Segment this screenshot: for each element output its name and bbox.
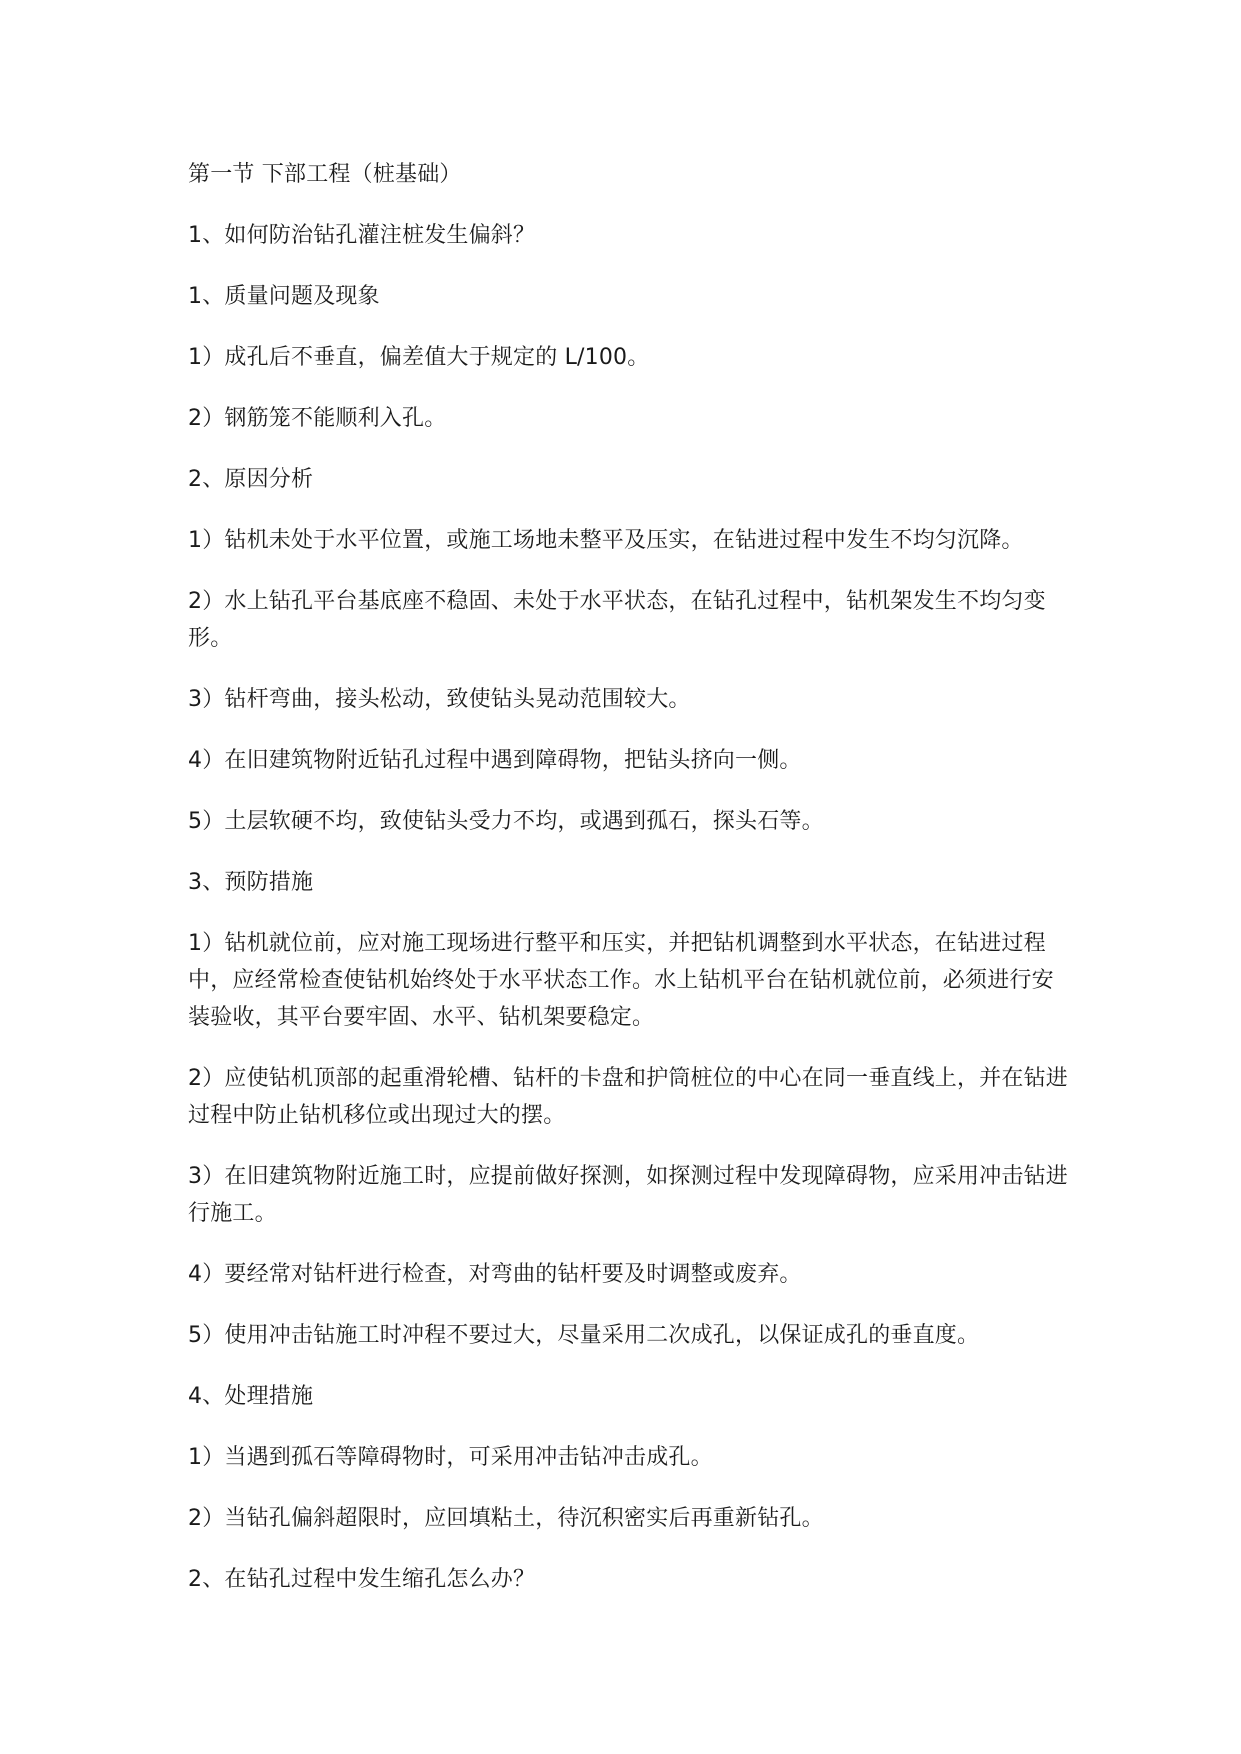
subheading-treatment: 4、处理措施 [188,1384,314,1409]
list-item: 1）钻机未处于水平位置，或施工场地未整平及压实，在钻进过程中发生不均匀沉降。 [188,528,1024,553]
list-item: 4）要经常对钻杆进行检查，对弯曲的钻杆要及时调整或废弃。 [188,1262,802,1287]
list-item: 5）土层软硬不均，致使钻头受力不均，或遇到孤石，探头石等。 [188,809,824,834]
list-item: 3）在旧建筑物附近施工时，应提前做好探测，如探测过程中发现障碍物，应采用冲击钻进行施工。 [188,1164,1068,1226]
subheading-prevention: 3、预防措施 [188,870,314,895]
list-item: 2）水上钻孔平台基底座不稳固、未处于水平状态，在钻孔过程中，钻机架发生不均匀变形。 [188,589,1046,651]
list-item: 1）钻机就位前，应对施工现场进行整平和压实，并把钻机调整到水平状态，在钻进过程中，应经常检查使钻机始终处于水平状态工作。水上钻机平台在钻机就位前，必须进行安装验收，其平台要牢固、水平、钻机架要稳定。 [188,931,1054,1030]
section-title: 第一节 下部工程（桩基础） [188,162,462,187]
list-item: 1）成孔后不垂直，偏差值大于规定的 L/100。 [188,345,650,370]
question-heading: 1、如何防治钻孔灌注桩发生偏斜？ [188,223,536,248]
list-item: 2）当钻孔偏斜超限时，应回填粘土，待沉积密实后再重新钻孔。 [188,1506,824,1531]
subheading-cause-analysis: 2、原因分析 [188,467,314,492]
subheading-quality-problem: 1、质量问题及现象 [188,284,380,309]
list-item: 2）应使钻机顶部的起重滑轮槽、钻杆的卡盘和护筒桩位的中心在同一垂直线上，并在钻进过程中防止钻机移位或出现过大的摆。 [188,1066,1068,1128]
list-item: 1）当遇到孤石等障碍物时，可采用冲击钻冲击成孔。 [188,1445,713,1470]
list-item: 4）在旧建筑物附近钻孔过程中遇到障碍物，把钻头挤向一侧。 [188,748,802,773]
question-heading: 2、在钻孔过程中发生缩孔怎么办？ [188,1567,536,1592]
list-item: 3）钻杆弯曲，接头松动，致使钻头晃动范围较大。 [188,687,691,712]
document-body [188,156,1068,1622]
list-item: 5）使用冲击钻施工时冲程不要过大，尽量采用二次成孔，以保证成孔的垂直度。 [188,1323,980,1348]
list-item: 2）钢筋笼不能顺利入孔。 [188,406,447,431]
